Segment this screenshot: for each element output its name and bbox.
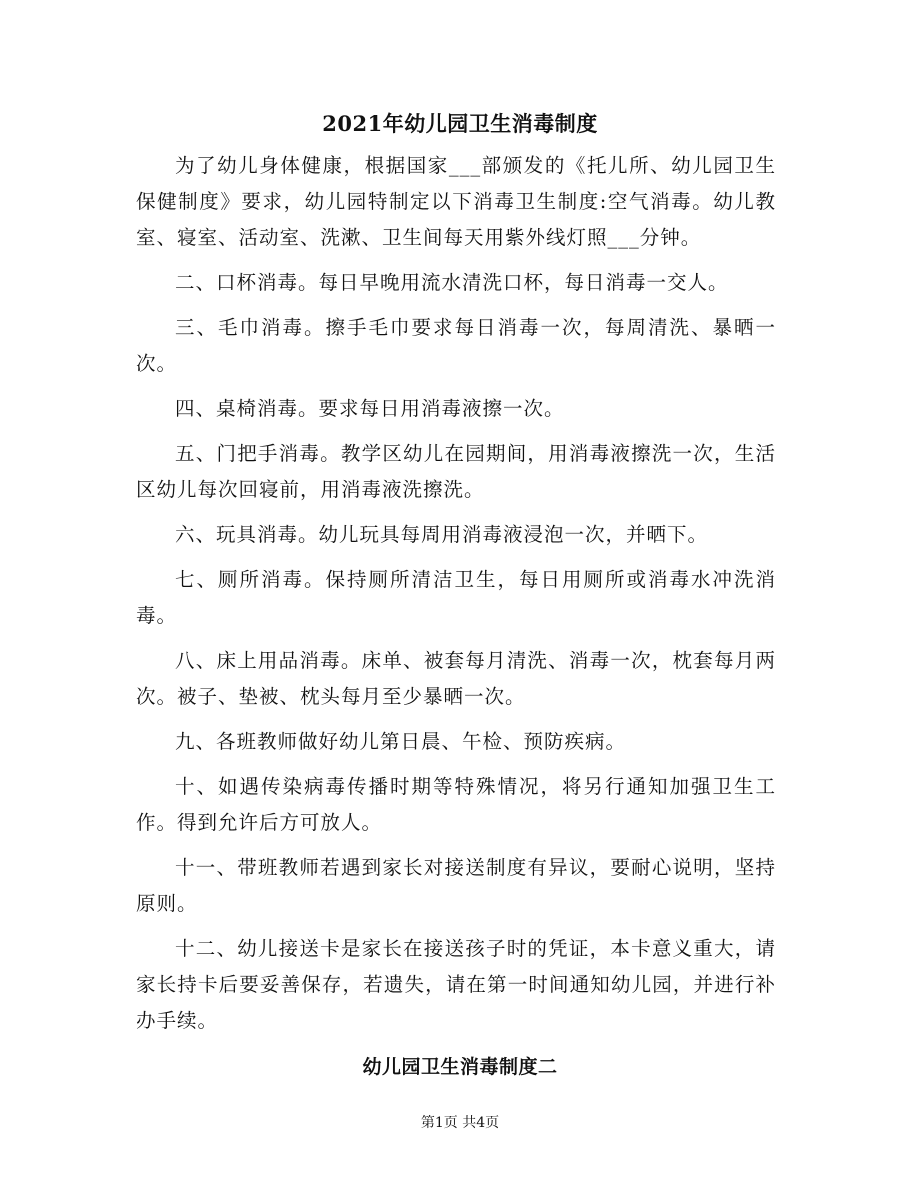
paragraph: 五、门把手消毒。教学区幼儿在园期间，用消毒液擦洗一次，生活区幼儿每次回寝前，用消毒液洗擦洗。	[136, 442, 776, 501]
paragraph: 四、桌椅消毒。要求每日用消毒液擦一次。	[175, 397, 565, 420]
document-body	[136, 148, 776, 1048]
paragraph: 六、玩具消毒。幼儿玩具每周用消毒液浸泡一次，并晒下。	[175, 523, 709, 546]
page-number: 第1页 共4页	[420, 1115, 500, 1131]
paragraph: 八、床上用品消毒。床单、被套每月清洗、消毒一次，枕套每月两次。被子、垫被、枕头每月至少暴晒一次。	[136, 649, 776, 708]
paragraph: 十、如遇传染病毒传播时期等特殊情况，将另行通知加强卫生工作。得到允许后方可放人。	[136, 775, 776, 834]
paragraph: 三、毛巾消毒。擦手毛巾要求每日消毒一次，每周清洗、暴晒一次。	[136, 316, 776, 375]
paragraph: 十二、幼儿接送卡是家长在接送孩子时的凭证，本卡意义重大，请家长持卡后要妥善保存，若遗失，请在第一时间通知幼儿园，并进行补办手续。	[136, 937, 776, 1032]
paragraph: 十一、带班教师若遇到家长对接送制度有异议，要耐心说明，坚持原则。	[136, 856, 776, 915]
paragraph: 二、口杯消毒。每日早晚用流水清洗口杯，每日消毒一交人。	[175, 271, 729, 294]
paragraph: 七、厕所消毒。保持厕所清洁卫生，每日用厕所或消毒水冲洗消毒。	[136, 568, 776, 627]
section-subtitle: 幼儿园卫生消毒制度二	[362, 1056, 558, 1078]
paragraph: 为了幼儿身体健康，根据国家___部颁发的《托儿所、幼儿园卫生保健制度》要求，幼儿园特制定以下消毒卫生制度:空气消毒。幼儿教室、寝室、活动室、洗漱、卫生间每天用紫外线灯照___分钟。	[136, 154, 776, 249]
document-title: 2021年幼儿园卫生消毒制度	[322, 111, 598, 136]
paragraph: 九、各班教师做好幼儿第日晨、午检、预防疾病。	[175, 730, 627, 753]
